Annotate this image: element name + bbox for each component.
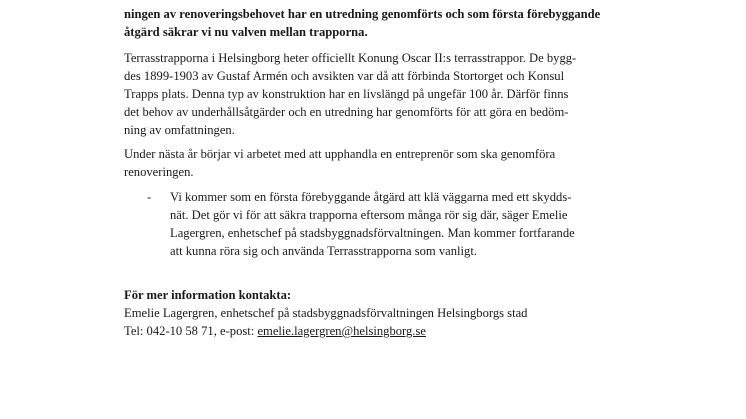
contact-person: Emelie Lagergren, enhetschef på stadsbyggnadsförvaltningen Helsingborgs stad: [124, 306, 528, 320]
history-line-4: det behov av underhållsåtgärder och en utredning har genomförts för att göra en bedöm-: [124, 105, 569, 119]
history-line-1: Terrasstrapporna i Helsingborg heter officiellt Konung Oscar II:s terrasstrappor. De bygg-: [124, 51, 577, 65]
contact-heading: För mer information kontakta:: [124, 288, 292, 302]
quote-line-1: Vi kommer som en första förebyggande åtgärd att klä väggarna med ett skydds-: [170, 190, 572, 204]
history-line-3: Trapps plats. Denna typ av konstruktion har en livslängd på ungefär 100 år. Därför finns: [124, 87, 569, 101]
next-year-line-1: Under nästa år börjar vi arbetet med att upphandla en entreprenör som ska genomföra: [124, 147, 556, 161]
contact-tel: Tel: 042-10 58 71, e-post:: [124, 324, 258, 338]
history-line-5: ning av omfattningen.: [124, 123, 235, 137]
contact-email-link[interactable]: emelie.lagergren@helsingborg.se: [257, 324, 426, 338]
contact-details: [124, 322, 426, 340]
quote-line-4: att kunna röra sig och använda Terrasstrapporna som vanligt.: [170, 244, 477, 258]
next-year-line-2: renoveringen.: [124, 165, 194, 179]
quote-line-2: nät. Det gör vi för att säkra trapporna eftersom många rör sig där, säger Emelie: [170, 208, 568, 222]
quote-bullet-marker: -: [147, 190, 152, 204]
quote-line-3: Lagergren, enhetschef på stadsbyggnadsförvaltningen. Man kommer fortfarande: [170, 226, 575, 240]
intro-line-2: åtgärd säkrar vi nu valven mellan trapporna.: [124, 25, 368, 39]
history-line-2: des 1899-1903 av Gustaf Armén och avsikten var då att förbinda Stortorget och Konsul: [124, 69, 565, 83]
intro-line-1: ningen av renoveringsbehovet har en utredning genomförts och som första förebyggande: [124, 7, 601, 21]
